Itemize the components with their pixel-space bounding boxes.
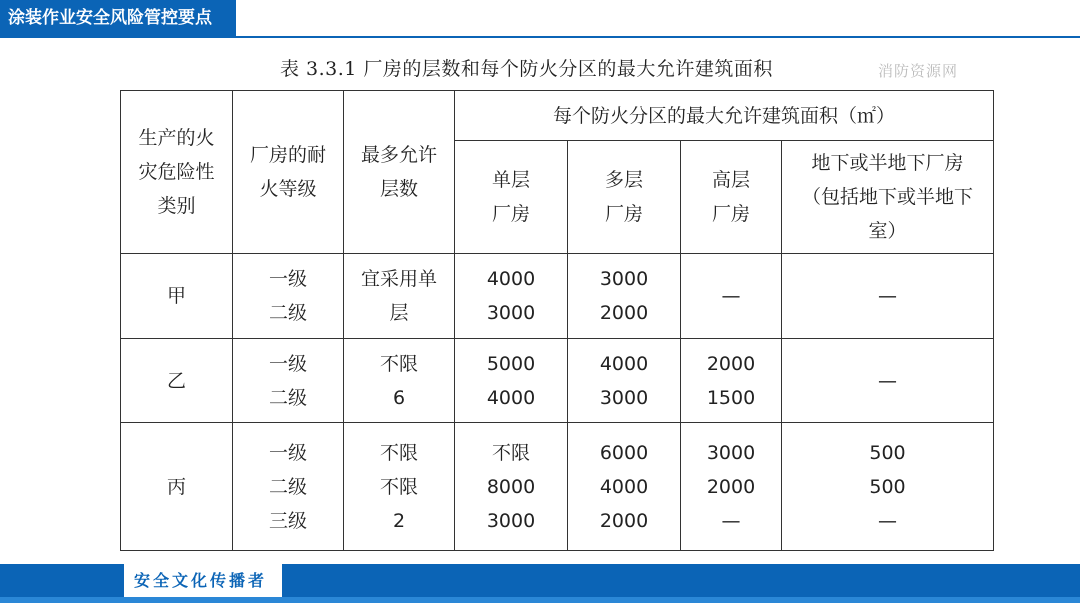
cell-underground: — xyxy=(782,254,994,339)
cell-multi: 3000 2000 xyxy=(568,254,681,339)
header-max-floors: 最多允许 层数 xyxy=(344,91,455,254)
cell-multi: 4000 3000 xyxy=(568,339,681,423)
header-area-group: 每个防火分区的最大允许建筑面积（㎡） xyxy=(455,91,994,141)
cell-floors: 不限 6 xyxy=(344,339,455,423)
cell-multi: 6000 4000 2000 xyxy=(568,423,681,551)
footer-stripe xyxy=(0,597,1080,603)
footer-slogan: 安全文化传播者 xyxy=(134,571,268,590)
table-row xyxy=(121,254,994,339)
cell-category: 丙 xyxy=(121,423,233,551)
cell-category: 乙 xyxy=(121,339,233,423)
table-caption: 表 3.3.1 厂房的层数和每个防火分区的最大允许建筑面积 xyxy=(280,58,773,80)
header-title: 涂装作业安全风险管控要点 xyxy=(0,0,236,36)
header-fire-resistance-grade: 厂房的耐 火等级 xyxy=(233,91,344,254)
header-multi-floor: 多层 厂房 xyxy=(568,141,681,254)
cell-underground: — xyxy=(782,339,994,423)
footer-bar-left xyxy=(0,564,124,597)
cell-high: 3000 2000 — xyxy=(681,423,782,551)
table-row xyxy=(121,423,994,551)
header-divider xyxy=(0,36,1080,38)
cell-floors: 宜采用单 层 xyxy=(344,254,455,339)
cell-single: 不限 8000 3000 xyxy=(455,423,568,551)
fire-compartment-table xyxy=(120,90,994,551)
cell-grade: 一级 二级 xyxy=(233,339,344,423)
header-single-floor: 单层 厂房 xyxy=(455,141,568,254)
cell-grade: 一级 二级 三级 xyxy=(233,423,344,551)
watermark: 消防资源网 xyxy=(878,62,959,80)
cell-high: — xyxy=(681,254,782,339)
header-underground: 地下或半地下厂房 （包括地下或半地下 室） xyxy=(782,141,994,254)
cell-floors: 不限 不限 2 xyxy=(344,423,455,551)
header-high-rise: 高层 厂房 xyxy=(681,141,782,254)
header-category: 生产的火 灾危险性 类别 xyxy=(121,91,233,254)
cell-underground: 500 500 — xyxy=(782,423,994,551)
footer-bar-right xyxy=(282,564,1080,597)
cell-category: 甲 xyxy=(121,254,233,339)
table-row xyxy=(121,339,994,423)
cell-single: 5000 4000 xyxy=(455,339,568,423)
cell-high: 2000 1500 xyxy=(681,339,782,423)
cell-grade: 一级 二级 xyxy=(233,254,344,339)
cell-single: 4000 3000 xyxy=(455,254,568,339)
